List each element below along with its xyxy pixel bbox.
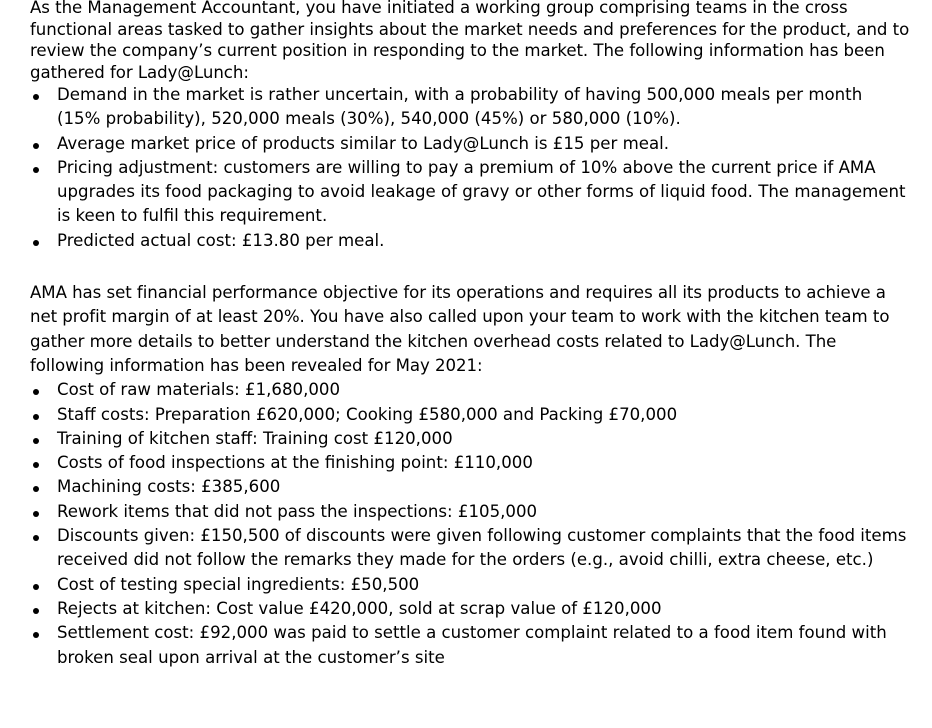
cost-bullet-raw-materials bbox=[30, 378, 910, 402]
objective-paragraph: AMA has set financial performance objective for its operations and requires all its products to achieve a net profit margin of at least 20%. You have also called upon your team to work with the kitchen team to gather more details to better understand the kitchen overhead costs related to Lady@Lunch. The following information has been revealed for May 2021: bbox=[30, 283, 890, 375]
bullet-icon bbox=[33, 389, 39, 395]
bullet-text: Staff costs: Preparation £620,000; Cooking £580,000 and Packing £70,000 bbox=[57, 404, 678, 424]
market-info-list bbox=[30, 83, 910, 253]
bullet-text: Costs of food inspections at the finishing point: £110,000 bbox=[57, 453, 533, 473]
cost-bullet-inspections bbox=[30, 451, 910, 475]
market-bullet-predicted-cost bbox=[30, 229, 910, 253]
cost-info-list bbox=[30, 378, 910, 670]
bullet-icon bbox=[33, 167, 39, 173]
intro-paragraph: As the Management Accountant, you have initiated a working group comprising teams in the cross functional areas tasked to gather insights about the market needs and preferences for the product, and to review the company’s current position in responding to the market. The following information has been gathered for Lady@Lunch: bbox=[30, 0, 910, 82]
cost-bullet-settlement bbox=[30, 621, 910, 670]
bullet-icon bbox=[33, 511, 39, 517]
bullet-text: Pricing adjustment: customers are willing to pay a premium of 10% above the current price if AMA upgrades its food packaging to avoid leakage of gravy or other forms of liquid food. The management is keen to fulfil this requirement. bbox=[57, 157, 906, 226]
bullet-icon bbox=[33, 608, 39, 614]
bullet-text: Cost of testing special ingredients: £50,500 bbox=[57, 574, 420, 594]
cost-bullet-rework bbox=[30, 500, 910, 524]
market-bullet-pricing-adjustment bbox=[30, 156, 910, 229]
bullet-text: Rejects at kitchen: Cost value £420,000, sold at scrap value of £120,000 bbox=[57, 598, 662, 618]
bullet-icon bbox=[33, 584, 39, 590]
document-body bbox=[30, 0, 910, 670]
bullet-icon bbox=[33, 486, 39, 492]
bullet-text: Settlement cost: £92,000 was paid to settle a customer complaint related to a food item found with broken seal upon arrival at the customer’s site bbox=[57, 623, 887, 667]
cost-bullet-testing bbox=[30, 573, 910, 597]
bullet-text: Cost of raw materials: £1,680,000 bbox=[57, 380, 341, 400]
bullet-text: Machining costs: £385,600 bbox=[57, 477, 281, 497]
cost-bullet-training bbox=[30, 427, 910, 451]
cost-bullet-discounts bbox=[30, 524, 910, 573]
market-bullet-price bbox=[30, 132, 910, 156]
bullet-icon bbox=[33, 240, 39, 246]
bullet-text: Demand in the market is rather uncertain, with a probability of having 500,000 meals per month (15% probability), 520,000 meals (30%), 540,000 (45%) or 580,000 (10%). bbox=[57, 85, 863, 129]
bullet-text: Training of kitchen staff: Training cost £120,000 bbox=[57, 428, 453, 448]
cost-bullet-rejects bbox=[30, 597, 910, 621]
bullet-text: Average market price of products similar to Lady@Lunch is £15 per meal. bbox=[57, 133, 670, 153]
bullet-icon bbox=[33, 438, 39, 444]
bullet-text: Predicted actual cost: £13.80 per meal. bbox=[57, 230, 385, 250]
market-bullet-demand bbox=[30, 83, 910, 132]
cost-bullet-staff bbox=[30, 403, 910, 427]
bullet-text: Rework items that did not pass the inspections: £105,000 bbox=[57, 501, 538, 521]
bullet-icon bbox=[33, 632, 39, 638]
bullet-icon bbox=[33, 535, 39, 541]
bullet-text: Discounts given: £150,500 of discounts were given following customer complaints that the food items received did not follow the remarks they made for the orders (e.g., avoid chilli, extra cheese, etc.) bbox=[57, 526, 907, 570]
bullet-icon bbox=[33, 143, 39, 149]
cost-bullet-machining bbox=[30, 475, 910, 499]
bullet-icon bbox=[33, 414, 39, 420]
bullet-icon bbox=[33, 462, 39, 468]
bullet-icon bbox=[33, 94, 39, 100]
